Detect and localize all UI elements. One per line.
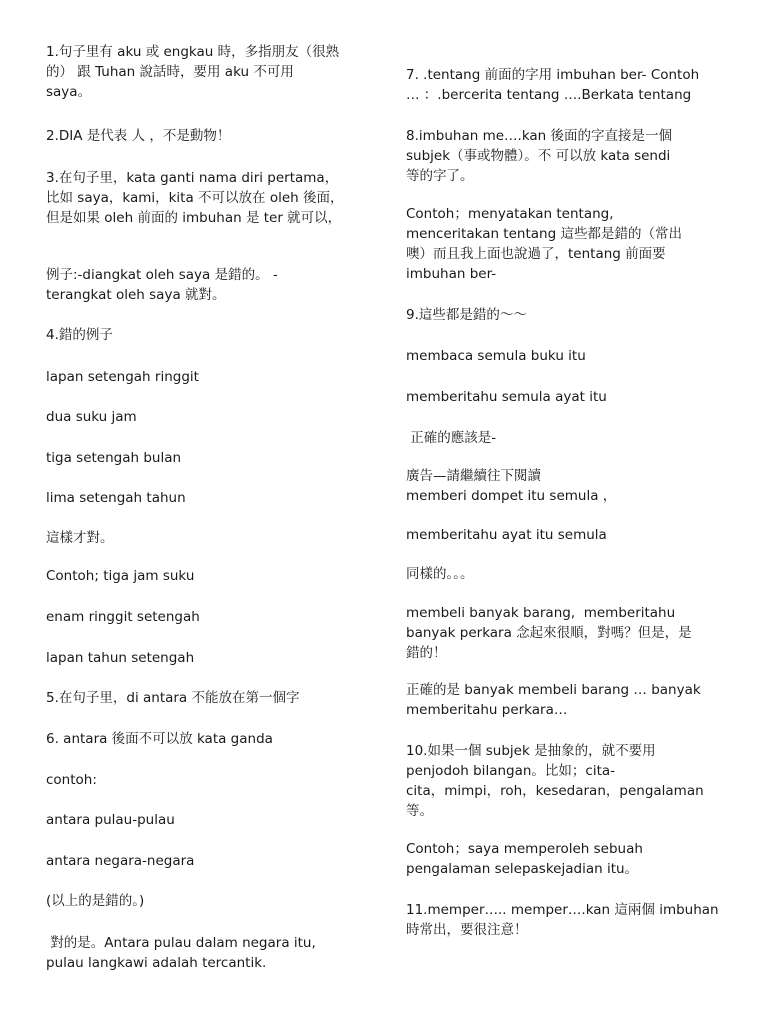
- paragraph: [46, 168, 344, 228]
- paragraph: [46, 325, 113, 345]
- text-line: 等。: [406, 803, 433, 819]
- text-line: 但是如果 oleh 前面的 imbuhan 是 ter 就可以，: [46, 210, 342, 226]
- paragraph: [46, 528, 114, 548]
- text-line: (以上的是錯的。): [46, 893, 145, 909]
- text-line: antara pulau-pulau: [46, 812, 175, 828]
- paragraph: [406, 204, 682, 284]
- text-line: membaca semula buku itu: [406, 348, 586, 364]
- paragraph: [46, 407, 137, 427]
- text-line: memberitahu perkara…: [406, 702, 568, 718]
- paragraph: [46, 688, 300, 708]
- paragraph: [406, 65, 699, 105]
- paragraph: [46, 770, 97, 790]
- text-line: memberitahu ayat itu semula: [406, 527, 607, 543]
- text-line: lapan setengah ringgit: [46, 369, 199, 385]
- text-line: 比如 saya，kami，kita 不可以放在 oleh 後面，: [46, 190, 344, 206]
- text-line: 9.這些都是錯的～～: [406, 307, 527, 323]
- text-line: Contoh；menyatakan tentang,: [406, 206, 614, 222]
- text-line: 錯的！: [406, 645, 447, 661]
- paragraph: [46, 126, 230, 146]
- paragraph: [406, 525, 607, 545]
- paragraph: [406, 466, 616, 506]
- text-line: 例子:-diangkat oleh saya 是錯的。 -: [46, 267, 278, 283]
- paragraph: [406, 839, 643, 879]
- paragraph: [406, 387, 607, 407]
- text-line: Contoh; tiga jam suku: [46, 568, 195, 584]
- text-line: pengalaman selepaskejadian itu。: [406, 861, 639, 877]
- text-line: 正確的應該是-: [406, 430, 497, 446]
- text-line: Contoh；saya memperoleh sebuah: [406, 841, 643, 857]
- text-line: 這樣才對。: [46, 530, 114, 546]
- text-line: memberitahu semula ayat itu: [406, 389, 607, 405]
- paragraph: [406, 741, 704, 821]
- text-line: 正確的是 banyak membeli barang … banyak: [406, 682, 701, 698]
- text-line: 對的是。Antara pulau dalam negara itu,: [46, 935, 316, 951]
- text-line: 噢）而且我上面也說過了，tentang 前面要: [406, 246, 666, 262]
- text-line: 廣告—請繼續往下閱讀: [406, 468, 541, 484]
- text-line: pulau langkawi adalah tercantik.: [46, 955, 267, 971]
- text-line: antara negara-negara: [46, 853, 195, 869]
- paragraph: [46, 933, 316, 973]
- paragraph: [406, 346, 586, 366]
- text-line: 11.memper….. memper….kan 這兩個 imbuhan: [406, 902, 719, 918]
- paragraph: [46, 810, 175, 830]
- text-line: 7. .tentang 前面的字用 imbuhan ber- Contoh: [406, 67, 700, 83]
- text-line: 3.在句子里，kata ganti nama diri pertama，: [46, 170, 339, 186]
- text-line: banyak perkara 念起來很順，對嗎？但是，是: [406, 625, 692, 641]
- text-line: 同樣的。。。: [406, 566, 474, 582]
- text-line: terangkat oleh saya 就對。: [46, 287, 226, 303]
- paragraph: [406, 126, 672, 186]
- text-line: 的） 跟 Tuhan 說話時，要用 aku 不可用: [46, 64, 294, 80]
- text-line: 10.如果一個 subjek 是抽象的，就不要用: [406, 743, 656, 759]
- paragraph: [46, 648, 194, 668]
- text-line: 等的字了。: [406, 168, 474, 184]
- text-line: subjek（事或物體）。不 可以放 kata sendi: [406, 148, 671, 164]
- text-line: 5.在句子里，di antara 不能放在第一個字: [46, 690, 300, 706]
- paragraph: [406, 305, 527, 325]
- text-line: 1.句子里有 aku 或 engkau 時，多指朋友（很熟: [46, 44, 340, 60]
- paragraph: [46, 729, 273, 749]
- text-line: tiga setengah bulan: [46, 450, 182, 466]
- text-line: … ：.bercerita tentang ….Berkata tentang: [406, 87, 692, 103]
- text-line: contoh:: [46, 772, 97, 788]
- text-line: saya。: [46, 84, 92, 100]
- paragraph: [406, 428, 496, 448]
- text-line: menceritakan tentang 這些都是錯的（常出: [406, 226, 682, 242]
- text-line: membeli banyak barang, memberitahu: [406, 605, 676, 621]
- paragraph: [406, 564, 474, 584]
- paragraph: [46, 42, 339, 102]
- text-line: dua suku jam: [46, 409, 137, 425]
- paragraph: [46, 448, 181, 468]
- paragraph: [46, 607, 200, 627]
- text-line: memberi dompet itu semula ，: [406, 488, 617, 504]
- paragraph: [46, 566, 194, 586]
- paragraph: [46, 488, 186, 508]
- paragraph: [46, 367, 199, 387]
- text-line: 6. antara 後面不可以放 kata ganda: [46, 731, 273, 747]
- text-line: 4.錯的例子: [46, 327, 113, 343]
- text-line: imbuhan ber-: [406, 266, 497, 282]
- paragraph: [46, 265, 278, 305]
- paragraph: [46, 891, 144, 911]
- paragraph: [46, 851, 194, 871]
- text-line: lapan tahun setengah: [46, 650, 195, 666]
- text-line: lima setengah tahun: [46, 490, 186, 506]
- text-line: 2.DIA 是代表 人 ，不是動物！: [46, 128, 231, 144]
- paragraph: [406, 900, 719, 940]
- text-line: enam ringgit setengah: [46, 609, 200, 625]
- text-line: penjodoh bilangan。比如；cita-: [406, 763, 616, 779]
- paragraph: [406, 603, 692, 663]
- paragraph: [406, 680, 701, 720]
- text-line: cita，mimpi，roh，kesedaran，pengalaman: [406, 783, 704, 799]
- text-line: 時常出，要很注意！: [406, 922, 528, 938]
- text-line: 8.imbuhan me….kan 後面的字直接是一個: [406, 128, 673, 144]
